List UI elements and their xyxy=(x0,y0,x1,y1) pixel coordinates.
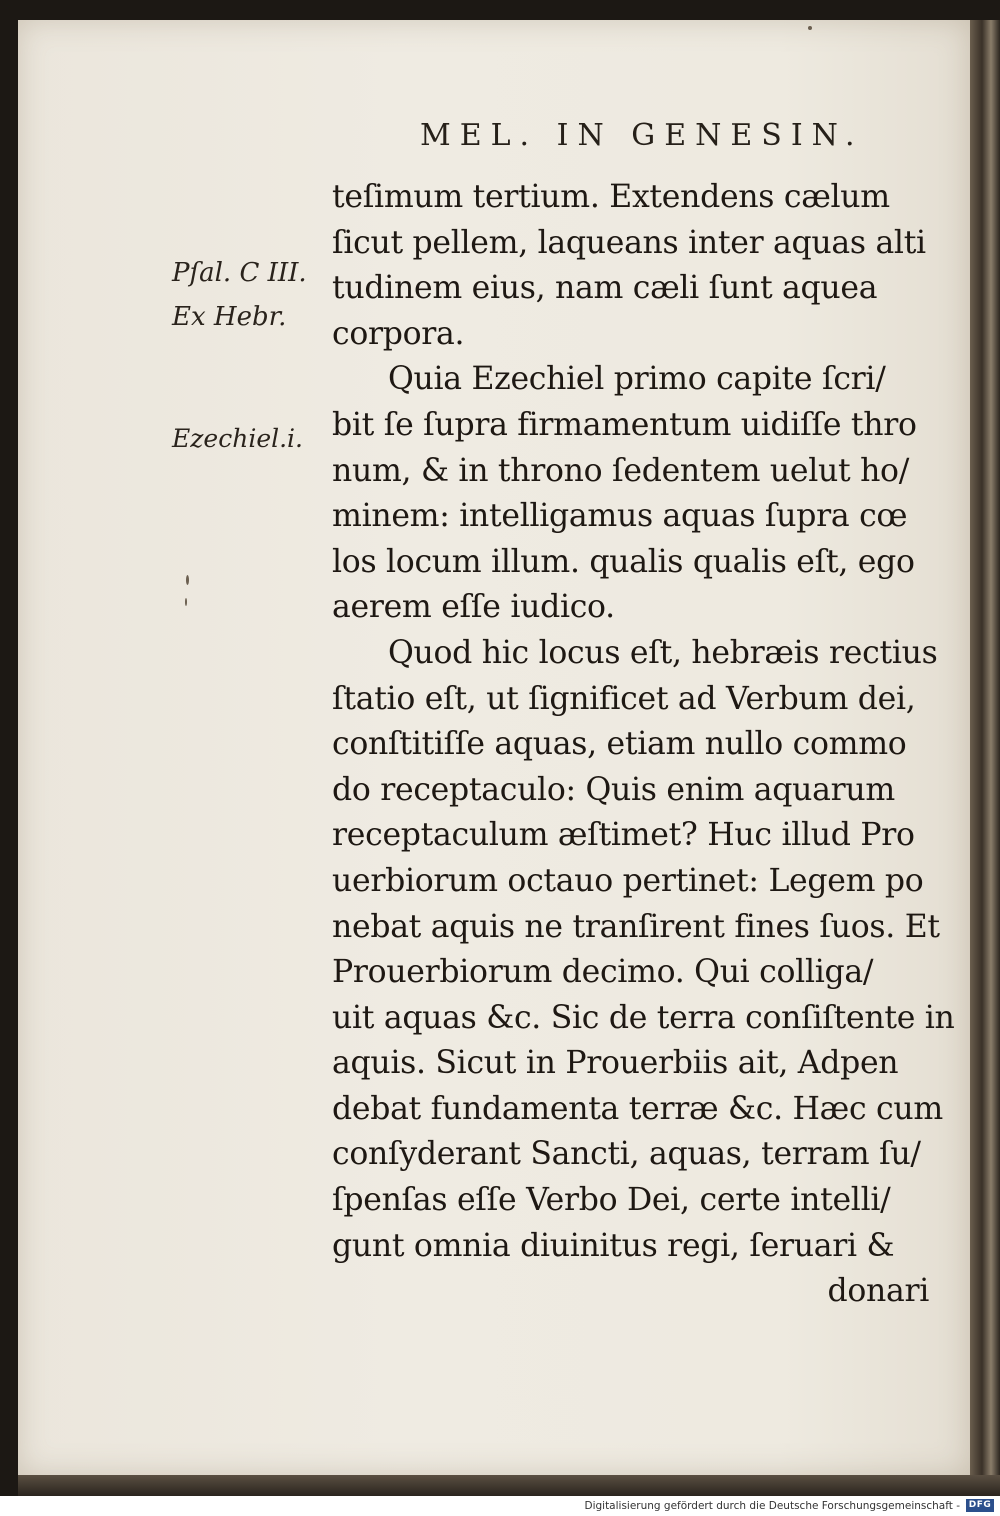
text-line: bit ſe ſupra firmamentum uidiſſe thro xyxy=(332,406,917,443)
dfg-logo: DFG xyxy=(966,1499,994,1512)
page-bottom-edge xyxy=(18,1475,1000,1496)
text-line: ſicut pellem, laqueans inter aquas alti xyxy=(332,224,926,261)
text-line: uit aquas &c. Sic de terra conſiſtente in xyxy=(332,999,955,1036)
text-line: Prouerbiorum decimo. Qui colliga/ xyxy=(332,954,874,991)
text-line: tudinem eius, nam cæli ſunt aquea xyxy=(332,270,878,307)
text-line: do receptaculo: Quis enim aquarum xyxy=(332,771,895,808)
marginal-note-psalm: Pſal. C III. xyxy=(172,258,307,288)
paper-fleck xyxy=(186,575,189,585)
text-line: num, & in throno ſedentem uelut ho/ xyxy=(332,452,910,489)
paper-fleck xyxy=(185,598,187,606)
text-line: gunt omnia diuinitus regi, ſeruari & xyxy=(332,1227,895,1264)
text-line: uerbiorum octauo pertinet: Legem po xyxy=(332,862,924,899)
text-line: ſpenſas eſſe Verbo Dei, certe intelli/ xyxy=(332,1182,891,1219)
catchword: donari xyxy=(827,1273,929,1310)
text-line: los locum illum. qualis qualis eſt, ego xyxy=(332,543,915,580)
body-text xyxy=(332,175,955,1315)
text-line: teſimum tertium. Extendens cælum xyxy=(332,179,890,215)
text-line: nebat aquis ne tranſirent fines ſuos. Et xyxy=(332,908,940,945)
marginal-note-ezechiel: Ezechiel.i. xyxy=(172,424,303,453)
marginal-note-hebrew: Ex Hebr. xyxy=(172,302,287,332)
funding-credit: Digitalisierung gefördert durch die Deutsche Forschungsgemeinschaft - xyxy=(584,1500,960,1512)
text-line: receptaculum æſtimet? Huc illud Pro xyxy=(332,817,915,854)
text-line: Quia Ezechiel primo capite ſcri/ xyxy=(388,361,886,398)
text-line: conſyderant Sancti, aquas, terram ſu/ xyxy=(332,1136,921,1173)
page-edge-shadow xyxy=(970,20,1000,1480)
text-line: corpora. xyxy=(332,315,465,352)
text-line: minem: intelligamus aquas ſupra cœ xyxy=(332,498,908,535)
text-line: Quod hic locus eſt, hebræis rectius xyxy=(388,634,938,671)
text-line: conſtitiſſe aquas, etiam nullo commo xyxy=(332,726,907,763)
text-line: debat fundamenta terræ &c. Hæc cum xyxy=(332,1090,943,1127)
text-line: aerem eſſe iudico. xyxy=(332,589,615,626)
text-line: ſtatio eſt, ut ſignificet ad Verbum dei, xyxy=(332,680,916,717)
paper-fleck xyxy=(808,26,812,30)
text-line: aquis. Sicut in Prouerbiis ait, Adpen xyxy=(332,1045,899,1082)
running-head: MEL. IN GENESIN. xyxy=(420,118,864,153)
